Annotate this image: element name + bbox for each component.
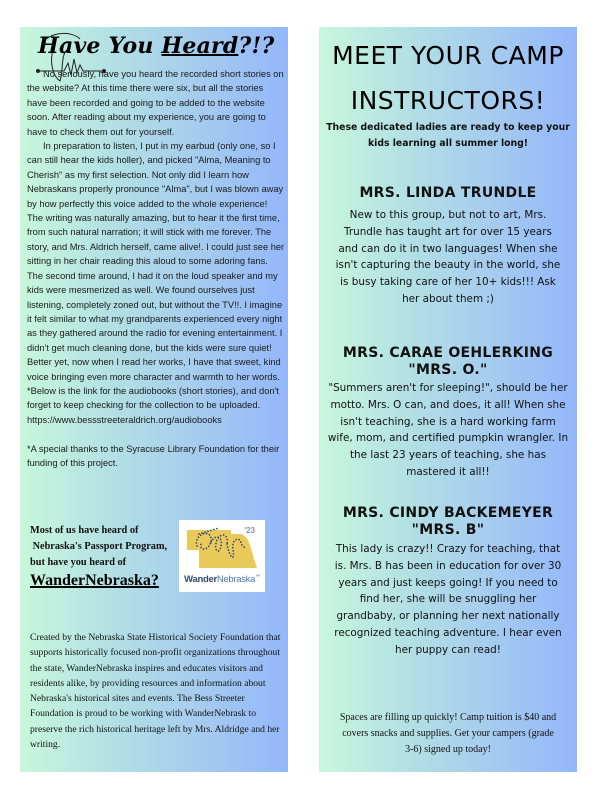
title-underlined-word: Heard bbox=[161, 33, 239, 59]
instructor-nickname: "MRS. O." bbox=[408, 362, 488, 378]
title-line: INSTRUCTORS! bbox=[350, 86, 546, 115]
logo-word-wander: Wander bbox=[184, 574, 217, 586]
audiobook-link[interactable]: https://www.bessstreeteraldrich.org/audiobooks bbox=[27, 414, 222, 425]
wander-intro bbox=[30, 523, 190, 571]
logo-word-nebraska: Nebraska bbox=[216, 574, 256, 586]
instructor-bio: "Summers aren't for sleeping!", should be her motto. Mrs. O can, and does, it all! When she isn't teaching, she is a hard working farm wife, mom, and certified pumpkin wrangler. In the last 23 years of teaching, she has mastered it all!! bbox=[327, 382, 569, 478]
wander-nebraska-heading: WanderNebraska? bbox=[30, 572, 159, 589]
instructors-subtitle: These dedicated ladies are ready to keep your kids learning all summer long! bbox=[326, 122, 570, 149]
instructor-bio: New to this group, but not to art, Mrs. Trundle has taught art for over 15 years and can do it in two languages! When she isn't capturing the beauty in the world, she is busy taking care of her 10+ kids!!! Ask her about them ;) bbox=[335, 209, 561, 305]
logo-year: '23 bbox=[244, 526, 255, 535]
story-paragraph: In preparation to listen, I put in my earbud (only one, so I can still hear the kids holler), and picked "Alma, Meaning to Cherish" as my first selection. Not only did I learn how Nebraskans properly pronounce "Alma", but I was blown away by how perfectly this voice added to the whole experience! The writing was naturally amazing, but to hear it the first time, from such natural narration; it will stick with me forever. The story, and Mrs. Aldrich herself, came alive!. I could just see her sitting in her chair reading this aloud to some adoring fans. The second time around, I had it on the loud speaker and my kids were mesmerized as well. We found ourselves just listening, completely zoned out, but without the TV!!. I imagine it felt similar to what my grandparents experienced every night as they gathered around the radio for evening entertainment. I didn't get much cleaning done, but the kids were sure quiet! Better yet, now when I read her works, I have that sweet, kind voice bringing even more character and warmth to her words. bbox=[27, 141, 285, 382]
instructor-name: MRS. CINDY BACKEMEYER bbox=[342, 505, 554, 521]
logo-wordmark bbox=[179, 574, 265, 585]
story-paragraph: No seriously, have you heard the recorded short stories on the website? At this time there were six, but all the stories have been recorded and going to be added to the website soon. After reading about my experience, you are going to have to check them out for yourself. bbox=[27, 69, 284, 137]
instructor-name: MRS. LINDA TRUNDLE bbox=[359, 185, 537, 201]
instructor-name: MRS. CARAE OEHLERKING bbox=[342, 345, 554, 361]
trademark-symbol: ™ bbox=[255, 574, 260, 580]
camp-instructors-panel bbox=[319, 27, 577, 772]
intro-line: Nebraska's Passport Program, bbox=[30, 541, 168, 552]
have-you-heard-panel bbox=[20, 27, 288, 772]
title-part: ?!? bbox=[238, 33, 275, 59]
wander-nebraska-logo bbox=[179, 520, 265, 592]
instructor-bio: This lady is crazy!! Crazy for teaching, that is. Mrs. B has been in education for over 30 years and just keeps going! If you need to find her, she will be snuggling her grandbaby, or planning her next nationally recognized teaching adventure. I hear even her puppy can read! bbox=[334, 543, 562, 656]
title-line: MEET YOUR CAMP bbox=[332, 41, 564, 70]
audiobook-note: *Below is the link for the audiobooks (short stories), and don't forget to keep checking for the collection to be uploaded. bbox=[27, 385, 279, 411]
have-you-heard-title bbox=[38, 33, 288, 59]
instructor-nickname: "MRS. B" bbox=[411, 522, 485, 538]
meet-instructors-title bbox=[319, 33, 577, 123]
intro-line: Most of us have heard of bbox=[30, 525, 139, 536]
wander-description: Created by the Nebraska State Historical Society Foundation that supports historically focused non-profit organizations throughout the state, WanderNebraska inspires and educates visitors and residents alike, by providing resources and information about Nebraska's historical sites and events. The Bess Streeter Foundation is proud to be working with WanderNebrask to preserve the rich historical heritage left by Mrs. Aldridge and her writing. bbox=[30, 632, 281, 751]
intro-line: but have you heard of bbox=[30, 557, 127, 568]
camp-tuition-note: Spaces are filling up quickly! Camp tuition is $40 and covers snacks and supplies. Get your campers (grade 3-6) signed up today! bbox=[339, 712, 557, 755]
thanks-note: *A special thanks to the Syracuse Library Foundation for their funding of this project. bbox=[27, 443, 280, 468]
story-body bbox=[27, 67, 285, 470]
title-part: Have You bbox=[38, 33, 162, 59]
